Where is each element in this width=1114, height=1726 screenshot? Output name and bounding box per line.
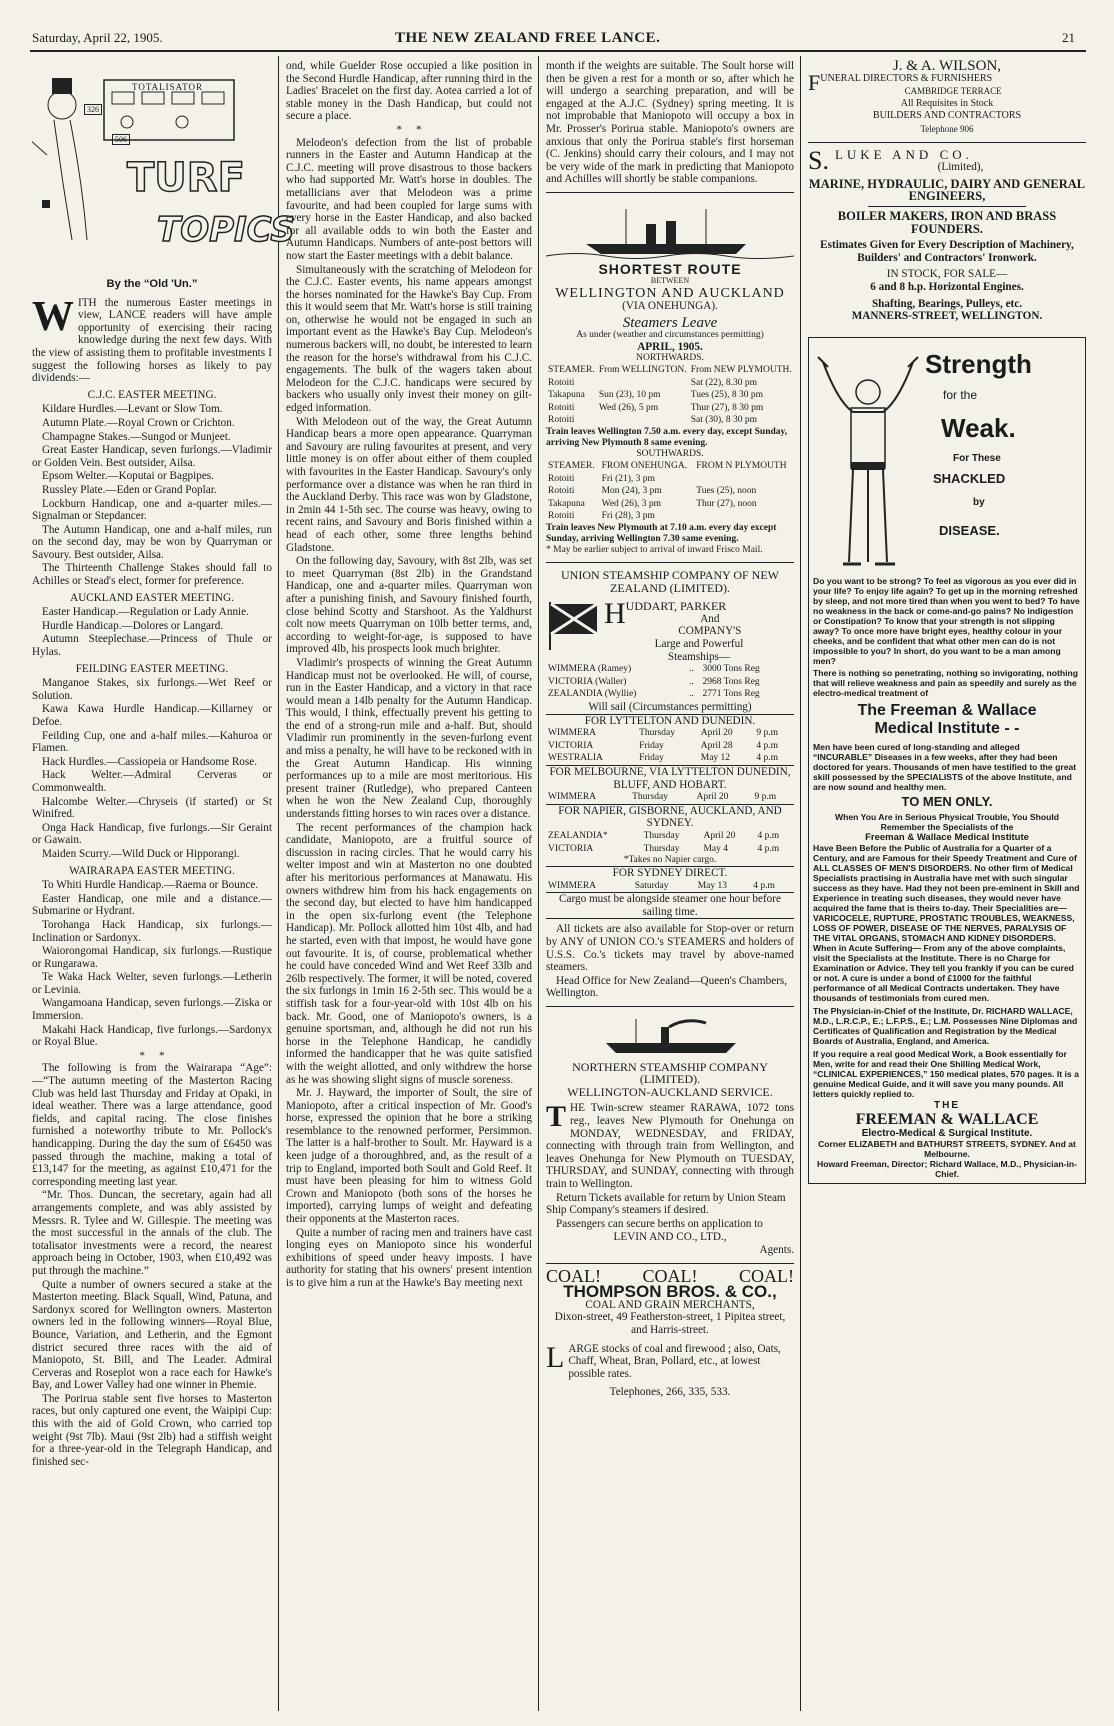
cell: VICTORIA bbox=[548, 843, 594, 854]
southwards-table bbox=[546, 460, 794, 523]
paragraph: On the following day, Savoury, with 8st 2lb, was set to meet Quarryman (8st 2lb) in the Grandstand Handicap, one and a-quarter miles. Quarryman won after a punishing finish, and Savoury finished fourth, close behind Scotty and Starshoot. As the Yaldhurst colt now meets Quarryman on 10lb better terms, and, according to weight-for-age, is supposed to have improved 4lb, his prospects look much brighter. bbox=[286, 555, 532, 656]
paragraph: “Mr. Thos. Duncan, the secretary, again had all arrangements complete, and was ably assisted by Messrs. R. Tylee and W. Gillespie. The meeting was the most successful in the annals of the club. The totalisator investments were a record, the nearest approach being in October, 1903, when £10,492 was put through the machine.” bbox=[32, 1189, 272, 1277]
cell: April 20 bbox=[700, 728, 733, 739]
tip: Champagne Stakes.—Sungod or Munjeet. bbox=[42, 430, 231, 443]
cell: Rotoiti bbox=[548, 415, 575, 426]
table-row bbox=[546, 473, 794, 486]
marine: MARINE, HYDRAULIC, DAIRY AND GENERAL ENGINEERS, bbox=[808, 176, 1086, 204]
table-row bbox=[546, 880, 794, 893]
tip: Hack Welter.—Admiral Cerveras or Commonwealth. bbox=[32, 769, 272, 794]
divider bbox=[868, 206, 1026, 207]
tip: Torohanga Hack Handicap, six furlongs.—Inclination or Sardonyx. bbox=[32, 918, 272, 944]
table-row bbox=[546, 510, 794, 523]
via-onehunga: (VIA ONEHUNGA). bbox=[622, 300, 718, 313]
intro-paragraph bbox=[32, 293, 272, 385]
cell: 4 p.m bbox=[753, 880, 775, 891]
by: by bbox=[973, 496, 985, 508]
southwards: SOUTHWARDS. bbox=[636, 449, 704, 460]
cell: From WELLINGTON. bbox=[598, 365, 687, 376]
merchants: COAL AND GRAIN MERCHANTS, bbox=[585, 1298, 755, 1311]
paragraph: month if the weights are suitable. The Soult horse will then be given a rest for a month or so, after which he will undergo a searching preparation, and will be engaged at the A.J.C. (Sydney) spring meeting. It is not improbable that Maniopoto will occupy a box in Mr. Prosser's Porirua stable. Maniopoto's owners are anxious that only the Porirua stable's first horseman (C. Jenkins) should carry their colours, and I may not be very wide of the mark in predicting that Maniopoto and Achilles will shortly be stable companions. bbox=[546, 60, 794, 186]
route-table bbox=[546, 880, 794, 893]
huddart-large: Large and Powerful bbox=[654, 638, 744, 650]
cambridge-terrace: CAMBRIDGE TERRACE bbox=[904, 86, 1002, 97]
ad-paragraph: Do you want to be strong? To feel as vigorous as you ever did in your life? To enjoy life again? To get up in the morning refreshed by sleep, and not more tired than when you went to bed? To have no weakness in the back or come-and-go pains? No indigestion or Constipation? To know that your strength is not slipping away? To once more have bright eyes, healthy colour in your cheeks, and be confident that what other men can do is not impossible to you? In short, do you want to be a man among men? bbox=[813, 575, 1080, 666]
huddart-co: COMPANY'S bbox=[678, 625, 742, 638]
levin: LEVIN AND CO., LTD., bbox=[613, 1231, 727, 1244]
cell bbox=[694, 473, 794, 486]
cell bbox=[597, 414, 689, 427]
paragraph: Melodeon's defection from the list of probable runners in the Easter and Autumn Handicap at the C.J.C. meeting will prove disastrous to those backers who had supported Mr. Watt's horse in doubles. The metallicians aver that Melodeon was a prime favourite, and had been coupled for large sums with every horse in the Easter Handicap, and also backed for all available odds to win both the Easter and Autumn Handicaps. Numbers of ante-post bettors will now start the Easter meetings with a debit balance. bbox=[286, 136, 532, 262]
cell: May 4 bbox=[703, 843, 729, 854]
cell: WIMMERA (Ramey) bbox=[548, 664, 632, 675]
ad-paragraph: When You Are in Serious Physical Trouble, You Should Remember the Specialists of the bbox=[835, 811, 1059, 832]
fwmi-heading: Freeman & Wallace Medical Institute bbox=[865, 831, 1029, 843]
cell: Rotoiti bbox=[548, 486, 575, 497]
flag-icon bbox=[546, 600, 600, 652]
table-row bbox=[546, 843, 794, 856]
cell: 4 p.m bbox=[757, 830, 780, 841]
south-train-note: Train leaves New Plymouth at 7.10 a.m. every day except Sunday, arriving Wellington 7.30 same evening. bbox=[546, 523, 777, 545]
huddart-title: HUDDART, PARKER bbox=[604, 600, 727, 631]
paragraph: With Melodeon out of the way, the Great Autumn Handicap bears a more open appearance. Quarryman and Savoury are ruling favourites at present, and very little money is on offer about either of them coupled with favourites in the Easter Handicap. Savoury's only performance over a distance was when he ran third in the Auckland Derby. This race was won by Gladstone, in 2min 44 1-5th sec. The course was heavy, owing to recent rains, and Savoury and Boris finished within a head of each other, some three lengths behind Gladstone. bbox=[286, 415, 532, 554]
masthead-title: THE NEW ZEALAND FREE LANCE. bbox=[395, 30, 661, 46]
cell: 4 p.m bbox=[757, 843, 780, 854]
cell: .. bbox=[689, 676, 694, 687]
tip: Te Waka Hack Welter, seven furlongs.—Letherin or Levinia. bbox=[32, 971, 272, 996]
weak-word: Weak. bbox=[941, 412, 1016, 443]
route-heading: FOR SYDNEY DIRECT. bbox=[546, 866, 794, 880]
table-row bbox=[546, 377, 794, 390]
cell: Tues (25), noon bbox=[696, 486, 757, 497]
cell: Fri (21), 3 pm bbox=[601, 473, 655, 484]
northwards: NORTHWARDS. bbox=[636, 353, 704, 364]
tickets-note: All tickets are also available for Stop-over or return by ANY of UNION CO.'s STEAMERS and holders of U.S.S. Co.'s tickets may travel by above-named steamers. bbox=[546, 923, 794, 974]
will-sail: Will sail (Circumstances permitting) bbox=[588, 700, 752, 713]
column-rule-1 bbox=[278, 56, 279, 1711]
ajc-heading: AUCKLAND EASTER MEETING. bbox=[70, 591, 234, 604]
fw-heading-2: FREEMAN & WALLACE bbox=[855, 1110, 1039, 1128]
divider bbox=[808, 142, 1086, 143]
huddart-block bbox=[546, 600, 794, 663]
luke-heading: S. LUKE AND CO. bbox=[808, 145, 973, 175]
strength-word: Strength bbox=[925, 348, 1032, 379]
steamer-illustration bbox=[546, 199, 794, 259]
cell: 2771 Tons Reg bbox=[702, 689, 760, 700]
ad-paragraph: There is nothing so penetrating, nothing so invigorating, nothing that will relieve weakness and pain as speedily and surely as the electro-medical treatment of bbox=[813, 667, 1078, 698]
paragraph: ond, while Guelder Rose occupied a like position in the Second Hurdle Handicap, after running third in the Ladies' Bracelet on the first day. Aotea carried a lot of stable money in the Dash Handicap, but could not secure a place. bbox=[286, 60, 532, 123]
coal: COAL! bbox=[739, 1265, 794, 1286]
cell: WESTRALIA bbox=[548, 753, 603, 764]
table-row bbox=[546, 830, 794, 843]
paragraph: Vladimir's prospects of winning the Great Autumn Handicap must not be overlooked. He will, of course, run in the Easter Handicap, and a victory in that race would mean a 14lb penalty for the Autumn Handicap. This would, I think, effectually prevent his getting to the end of a strong-run mile and a-half. But, should Vladimir run prominently in the seven-furlong event and miss a penalty, he will have to be reckoned with in the Great Autumn Handicap. His winning performances up to a mile are most meritorious. His present trainer (Rutledge), who prepared Canteen when he won the New Zealand Cup, thoroughly understands fitting horses to win races over a distance. bbox=[286, 656, 532, 821]
telephones: Telephones, 266, 335, 533. bbox=[609, 1386, 731, 1399]
topics-word: TOPICS bbox=[157, 210, 295, 250]
cell: Thur (27), noon bbox=[696, 498, 757, 509]
return-note: Return Tickets available for return by Union Steam Ship Company's steamers if desired. bbox=[546, 1191, 786, 1217]
in-stock: IN STOCK, FOR SALE— bbox=[886, 268, 1008, 281]
tip: To Whiti Hurdle Handicap.—Raema or Bounce. bbox=[42, 879, 259, 892]
luke-limited: (Limited), bbox=[937, 161, 984, 174]
agents: Agents. bbox=[759, 1243, 794, 1256]
tip: Kildare Hurdles.—Levant or Slow Tom. bbox=[42, 403, 223, 416]
route-heading: FOR NAPIER, GISBORNE, AUCKLAND, AND SYDNEY. bbox=[546, 804, 794, 830]
between: BETWEEN bbox=[650, 276, 690, 286]
cell: .. bbox=[689, 664, 694, 675]
cell: Rotoiti bbox=[548, 377, 575, 388]
table-row bbox=[546, 791, 794, 804]
the-label: THE bbox=[934, 1099, 960, 1111]
turf-word: TURF bbox=[127, 155, 245, 201]
route-heading: FOR MELBOURNE, VIA LYTTELTON DUNEDIN, BLUFF, AND HOBART. bbox=[546, 765, 794, 791]
table-row bbox=[546, 402, 794, 415]
table-row bbox=[546, 414, 794, 427]
cell: Wed (26), 5 pm bbox=[598, 402, 659, 413]
column-2-text bbox=[286, 60, 532, 1718]
intro-text: ITH the numerous Easter meetings in view, LANCE readers will have ample opportunity of exercising their racing knowledge during the next few days. With the view of assisting them to profitable investments I suggest the following horses as likely to pay dividends:— bbox=[32, 296, 272, 385]
page-number: 21 bbox=[1062, 30, 1075, 45]
tip: Lockburn Handicap, one and a-quarter miles.—Signalman or Stepdancer. bbox=[32, 497, 272, 523]
napier-note: *Takes no Napier cargo. bbox=[623, 855, 717, 866]
passengers-note: Passengers can secure berths on application to bbox=[556, 1217, 763, 1230]
cell: Thursday bbox=[632, 792, 668, 803]
cell: Thursday bbox=[639, 728, 675, 739]
tip: Easter Handicap, one mile and a distance.—Submarine or Hydrant. bbox=[32, 892, 272, 918]
paragraph: Quite a number of racing men and trainers have cast longing eyes on Maniopoto since his wonderful exhibitions of speed under heavy imposts. I have authority for stating that his owners' present intention is to give him a run at the Hawke's Bay meeting next bbox=[286, 1226, 532, 1289]
cell: STEAMER. bbox=[548, 365, 595, 376]
tip: Easter Handicap.—Regulation or Lady Annie. bbox=[42, 606, 249, 619]
paragraph: The recent performances of the champion hack candidate, Maniopoto, are a fruitful source of discussion in racing circles. That he would carry his welter impost and win at Masterton no one doubted after his meritorious performances at Manawatu. His owners withdrew him from his hack engagements on the second day, but elected to have him handicapped in the open six-furlong event (the Telephone Handicap). Mr. Pollock allotted him 10st 4lb, and had he started, even with that impost, he would have gone out favourite. It is, of course, problematical whether he could have conceded Wind and Wet Reef 33lb and 26lb respectively. The former, it will be noted, covered the six furlongs in 1min 16 2-5th sec. This would be a stiffish task for a four-year-old with 10st 4lb on his back. Mr. Good, one of Maniopoto's owners, is a genuine sportsman, and, although he did not run his horse in the Telephone Handicap, he candidly informed the handicapper that he was quite satisfied with the weight allotted, and only withdrew the horse as he was showing slight signs of muscle soreness. bbox=[286, 821, 532, 1086]
cargo-note: Cargo must be alongside steamer one hour before sailing time. bbox=[546, 892, 794, 919]
tip: Hack Hurdles.—Cassiopeia or Handsome Rose. bbox=[42, 755, 258, 768]
table-row bbox=[546, 752, 794, 765]
cell: ZEALANDIA* bbox=[548, 830, 608, 841]
boiler: BOILER MAKERS, IRON AND BRASS FOUNDERS. bbox=[837, 208, 1057, 236]
cell: 3000 Tons Reg bbox=[702, 664, 760, 675]
tip: Waiorongomai Handicap, six furlongs.—Rustique or Rungarawa. bbox=[32, 945, 272, 970]
to-men-only: TO MEN ONLY. bbox=[901, 793, 993, 809]
tip: Onga Hack Handicap, five furlongs.—Sir Geraint or Gawain. bbox=[32, 821, 272, 847]
cell: Tues (25), 8 30 pm bbox=[690, 390, 763, 401]
cell: Sat (22), 8.30 pm bbox=[690, 377, 757, 388]
table-row bbox=[546, 389, 794, 402]
cell: WIMMERA bbox=[548, 728, 597, 739]
service-heading: WELLINGTON-AUCKLAND SERVICE. bbox=[567, 1084, 773, 1099]
tip: Autumn Plate.—Royal Crown or Crichton. bbox=[42, 416, 235, 429]
tip: Epsom Welter.—Koputai or Bagpipes. bbox=[42, 470, 214, 483]
cell: Rotoiti bbox=[548, 473, 575, 484]
header-date: Saturday, April 22, 1905. bbox=[32, 30, 163, 45]
cell: Sun (23), 10 pm bbox=[598, 390, 661, 401]
ship-illustration bbox=[546, 1013, 794, 1057]
cell: Mon (24), 3 pm bbox=[601, 486, 662, 497]
column-3 bbox=[546, 60, 794, 1718]
tip: The Autumn Handicap, one and a-half miles, run on the second day, may be won by Quarryman or Savoury. Best outsider, Ailsa. bbox=[32, 523, 272, 561]
union-heading: UNION STEAMSHIP COMPANY OF NEW ZEALAND (LIMITED). bbox=[560, 568, 780, 595]
cell: VICTORIA bbox=[548, 740, 594, 751]
cell: WIMMERA bbox=[548, 880, 597, 891]
disease: DISEASE. bbox=[939, 522, 1000, 538]
divider bbox=[546, 192, 794, 193]
cell: 9 p.m bbox=[754, 792, 777, 803]
table-row bbox=[546, 663, 794, 676]
table-row bbox=[546, 485, 794, 498]
cell: Takapuna bbox=[548, 498, 585, 509]
paragraph: The following is from the Wairarapa “Age”:—“The autumn meeting of the Masterton Racing Club was held last Thursday and Friday at Opaki, in ideal weather. There was a large attendance, good fields, and capital racing. The close finishes furnished a noteworthy tribute to Mr. Pollock's handicapping. During the day the sum of £6450 was passed through the machine, making a total of £13,147 for the meeting, as against £10,471 for the corresponding meeting last year. bbox=[32, 1062, 272, 1188]
wilson-name: J. & A. WILSON, bbox=[892, 60, 1002, 74]
ad-paragraph: The Physician-in-Chief of the Institute, Dr. RICHARD WALLACE, M.D., L.R.C.P., E.; L.F.P.S., E.; L.M. Possesses Nine Diplomas and Certificates of Qualification and Registration by the Medical Boards of Australia, England, and America. bbox=[813, 1005, 1078, 1046]
builders: BUILDERS AND CONTRACTORS bbox=[872, 110, 1022, 122]
cell: ZEALANDIA (Wyllie) bbox=[548, 689, 637, 700]
strongman-illustration bbox=[813, 342, 923, 572]
cell: 4 p.m bbox=[756, 740, 778, 751]
tip: Wangamoana Handicap, seven furlongs.—Ziska or Immersion. bbox=[32, 997, 272, 1023]
rarawa-paragraph: THE Twin-screw steamer RARAWA, 1072 tons reg., leaves New Plymouth for Onehunga on MONDAY, WEDNESDAY, and FRIDAY, connecting with through train from Wellington, and leaves Onehunga for New Plymouth on TUESDAY, THURSDAY, and SUNDAY, connecting with through train to Wellington. bbox=[546, 1100, 794, 1190]
cell: FROM ONEHUNGA. bbox=[601, 461, 688, 472]
turf-topics-cartoon bbox=[32, 60, 295, 270]
cell: .. bbox=[689, 689, 694, 700]
divider bbox=[546, 562, 794, 563]
column-4 bbox=[808, 60, 1086, 1718]
cell: Fri (28), 3 pm bbox=[601, 511, 655, 522]
addresses: Dixon-street, 49 Featherston-street, 1 Pipitea street, and Harris-street. bbox=[554, 1311, 786, 1336]
tip: Russley Plate.—Eden or Grand Poplar. bbox=[42, 483, 217, 496]
cell: April 20 bbox=[703, 830, 736, 841]
cell: 2968 Tons Reg bbox=[702, 676, 760, 687]
cell: From NEW PLYMOUTH. bbox=[690, 365, 792, 376]
cell: 9 p.m bbox=[756, 728, 778, 739]
column-rule-3 bbox=[800, 56, 801, 1711]
column-rule-2 bbox=[538, 56, 539, 1711]
directors: Howard Freeman, Director; Richard Wallace, M.D., Physician-in-Chief. bbox=[817, 1158, 1077, 1179]
totalisator-label: TOTALISATOR bbox=[132, 82, 203, 92]
cell: Takapuna bbox=[548, 390, 585, 401]
cell bbox=[694, 510, 794, 523]
cell: Friday bbox=[639, 740, 664, 751]
byline: By the “Old 'Un.” bbox=[106, 278, 198, 290]
ad-top bbox=[813, 342, 1081, 572]
tip: Hurdle Handicap.—Dolores or Langard. bbox=[42, 619, 224, 632]
month: APRIL, 1905. bbox=[637, 340, 703, 353]
steamers-leave: Steamers Leave bbox=[622, 314, 718, 331]
cjc-heading: C.J.C. EASTER MEETING. bbox=[87, 388, 217, 401]
cell: Thursday bbox=[643, 843, 680, 854]
cartoon-number-326: 326 bbox=[84, 104, 102, 115]
tip: Maiden Scurry.—Wild Duck or Hipporangi. bbox=[42, 847, 240, 860]
wjc-heading: WAIRARAPA EASTER MEETING. bbox=[69, 864, 235, 877]
shafting: Shafting, Bearings, Pulleys, etc. bbox=[871, 297, 1023, 310]
tip: Halcombe Welter.—Chryseis (if started) or St Winifred. bbox=[32, 795, 272, 821]
route-table bbox=[546, 727, 794, 765]
coal-line bbox=[546, 1265, 794, 1286]
table-row bbox=[546, 688, 794, 701]
for-these: For These bbox=[953, 452, 1001, 464]
fjc-heading: FEILDING EASTER MEETING. bbox=[75, 662, 229, 675]
emsi: Electro-Medical & Surgical Institute. bbox=[861, 1127, 1033, 1139]
huddart-and: And bbox=[700, 612, 720, 625]
cell: Saturday bbox=[634, 880, 669, 891]
telephone: Telephone 906 bbox=[920, 123, 974, 134]
cell: April 28 bbox=[700, 740, 733, 751]
paragraph: Quite a number of owners secured a stake at the Masterton meeting. Black Squall, Wind, Patuna, and Sardonyx scored for Wellington owners. Masterton owners led in the following winners—Royal Blue, Bounce, Variation, and Letherin, and the Egmont district secured three races with the aid of Maniopoto, St. Bill, and The Leader. Admiral Cerveras and Roseplot won a race each for Hawke's Bay, and Lower Valley had one winner in Phemie. bbox=[32, 1278, 272, 1392]
cell: Thur (27), 8 30 pm bbox=[690, 402, 764, 413]
tip: Manganoe Stakes, six furlongs.—Wet Reef or Solution. bbox=[32, 677, 272, 702]
builders-ironwork: Builders' and Contractors' Ironwork. bbox=[857, 251, 1037, 264]
divider bbox=[546, 1006, 794, 1007]
column-1-text bbox=[32, 278, 272, 1718]
corner-address: Corner ELIZABETH and BATHURST STREETS, SYDNEY. And at Melbourne. bbox=[818, 1138, 1076, 1159]
engines: 6 and 8 h.p. Horizontal Engines. bbox=[870, 280, 1024, 293]
freeman-wallace-heading: The Freeman & Wallace bbox=[857, 701, 1037, 719]
paragraph: Mr. J. Hayward, the importer of Soult, the sire of Maniopoto, after a critical inspection of Mr. Good's horse, expressed the opinion that he bore a striking resemblance to the renowned performer, Persimmon. The latter is a half-brother to Soult. Mr. Hayward is a keen judge of a thoroughbred, and, as the result of a trip to England, imported both Soult and Gold Reef. It must have been pleasing for him to witness Gold Crown and Maniopoto (both sons of the horses he imported), carrying lumps of weight and defeating their opponents at the Masterton races. bbox=[286, 1087, 532, 1226]
north-train-note: Train leaves Wellington 7.50 a.m. every day, except Sunday, arriving New Plymouth 8 same evening. bbox=[546, 427, 788, 449]
for-the: for the bbox=[943, 387, 978, 402]
cartoon-number-506: 506 bbox=[112, 134, 130, 145]
separator-dots: * * bbox=[396, 123, 422, 136]
cell: WIMMERA bbox=[548, 792, 597, 803]
header-rule bbox=[30, 50, 1086, 52]
table-row bbox=[546, 740, 794, 753]
northern-heading: NORTHERN STEAMSHIP COMPANY (LIMITED). bbox=[572, 1059, 768, 1087]
tip: Makahi Hack Handicap, five furlongs.—Sardonyx or Royal Blue. bbox=[32, 1023, 272, 1049]
cell: May 12 bbox=[700, 753, 731, 764]
northwards-table bbox=[546, 364, 794, 427]
table-row bbox=[546, 676, 794, 689]
cell bbox=[597, 377, 689, 390]
cell: April 20 bbox=[696, 792, 729, 803]
manners-street: MANNERS-STREET, WELLINGTON. bbox=[851, 310, 1043, 323]
head-office: Head Office for New Zealand—Queen's Chambers, Wellington. bbox=[546, 974, 788, 1000]
funeral-line: FUNERAL DIRECTORS & FURNISHERS bbox=[808, 69, 993, 95]
paragraph: Simultaneously with the scratching of Melodeon for the C.J.C. Easter events, his name appears amongst the horses nominated for the Hawke's Bay Cup. From this it would seem that Mr. Watt's horse is still training on, otherwise he would not be engaged in such an important event as the Hawke's Bay Cup. Melodeon's numerous backers will, no doubt, be interested to learn the reason for the horse's withdrawal from his C.J.C. engagements. The bulk of the wagers taken about Melodeon for the C.J.C. handicaps were secured by backers who usually only invest their money on gilt-edged information. bbox=[286, 263, 532, 415]
ad-paragraph: Have Been Before the Public of Australia for a Quarter of a Century, and are Famous for their Speedy Treatment and Cure of ALL CLASSES OF MEN'S DISORDERS. No other firm of Medical Specialists practising in Australia have met with such singular success as they have. Had they not been pre-eminent in Skill and Experience in treating such diseases, they would never have acquired the fame that is theirs to-day. Their Specialities are— VARICOCELE, RUPTURE, PROSTATIC TROUBLES, WEAKNESS, LOSS OF POWER, DISEASE OF THE NERVES, PARALYSIS OF THE VITAL ORGANS, STOMACH AND KIDNEY DISORDERS. When in Acute Suffering— From any of the above complaints, visit the Specialists at the Institute. There is no Charge for Examination or Advice. They tell you frankly if you can be cured or not. A cure is under a bond of £1000 for the faithful performance of all Medical Contracts undertaken. They have thousands of testimonials from cured men. bbox=[813, 842, 1080, 1003]
as-under: As under (weather and circumstances permitting) bbox=[576, 329, 764, 340]
requisites: All Requisites in Stock bbox=[900, 97, 994, 109]
cell: VICTORIA (Waller) bbox=[548, 676, 627, 687]
divider bbox=[546, 1263, 794, 1264]
freeman-wallace-ad bbox=[808, 337, 1086, 1184]
tip: The Thirteenth Challenge Stakes should fall to Achilles or Stead's elect, former for preference. bbox=[32, 562, 272, 588]
dropcap-w: W bbox=[32, 293, 74, 340]
tip: Feilding Cup, one and a-half miles.—Kahuroa or Flamen. bbox=[32, 729, 272, 755]
route-table bbox=[546, 830, 794, 855]
table-row bbox=[546, 498, 794, 511]
coal: COAL! bbox=[546, 1265, 601, 1286]
cell: Wed (26), 3 pm bbox=[601, 498, 661, 509]
shackled: SHACKLED bbox=[933, 470, 1006, 486]
tip: Autumn Steeplechase.—Princess of Thule or Hylas. bbox=[32, 633, 272, 659]
coal: COAL! bbox=[642, 1265, 698, 1286]
cell: May 13 bbox=[697, 880, 728, 891]
table-header bbox=[546, 364, 794, 377]
table-row bbox=[546, 727, 794, 740]
tip: Great Easter Handicap, seven furlongs.—Vladimir or Golden Vein. Best outsider, Ailsa. bbox=[32, 444, 272, 469]
route-table bbox=[546, 791, 794, 804]
fleet-table bbox=[546, 663, 794, 701]
ad-paragraph: If you require a real good Medical Work, a Book essentially for Men, write for and read their One Shilling Medical Work, “CLINICAL EXPERIENCES,” 150 medical plates, 570 pages. It is a genuine Medical Guide, and it will save you many pounds. All letters quickly replied to. bbox=[813, 1048, 1079, 1099]
coal-paragraph: LARGE stocks of coal and firewood ; also, Oats, Chaff, Wheat, Bran, Pollard, etc., at lowest possible rates. bbox=[546, 1340, 781, 1380]
huddart-steamships: Steamships— bbox=[667, 650, 731, 663]
estimates: Estimates Given for Every Description of Machinery, bbox=[820, 239, 1074, 252]
cell: Rotoiti bbox=[548, 402, 575, 413]
ad-paragraph: Men have been cured of long-standing and alleged “INCURABLE” Diseases in a few weeks, after they had been doctored for years. Thousands of men have testified to the great skill possessed by the SPECIALISTS of the above Institute, and are now sound and healthy men. bbox=[813, 741, 1077, 792]
cell: 4 p.m bbox=[756, 753, 778, 764]
cell: Friday bbox=[639, 753, 664, 764]
cell: Sat (30), 8 30 pm bbox=[690, 415, 757, 426]
separator-dots: * * bbox=[139, 1049, 165, 1062]
paragraph: The Porirua stable sent five horses to Masterton races, but only captured one event, the Waipipi Cup: this with the aid of Gold Crown, who carried top weight (9st 7lb). Maui (9st 2lb) had a stiffish weight for a three-year-old in the Telegraph Handicap, and finished sec- bbox=[32, 1392, 272, 1468]
cell: FROM N PLYMOUTH bbox=[696, 461, 787, 472]
cell: Rotoiti bbox=[548, 511, 575, 522]
cell: STEAMER. bbox=[548, 461, 595, 472]
mail-note: * May be earlier subject to arrival of inward Frisco Mail. bbox=[546, 545, 763, 556]
table-header bbox=[546, 460, 794, 473]
medical-institute: Medical Institute - - bbox=[874, 719, 1020, 737]
route-heading: FOR LYTTELTON AND DUNEDIN. bbox=[546, 714, 794, 728]
cell: Thursday bbox=[643, 830, 680, 841]
wellington-auckland: WELLINGTON AND AUCKLAND bbox=[555, 285, 785, 301]
shortest-route: SHORTEST ROUTE bbox=[598, 260, 742, 277]
thompson-heading: THOMPSON BROS. & CO., bbox=[563, 1282, 777, 1302]
tip: Kawa Kawa Hurdle Handicap.—Killarney or Defoe. bbox=[32, 703, 272, 728]
